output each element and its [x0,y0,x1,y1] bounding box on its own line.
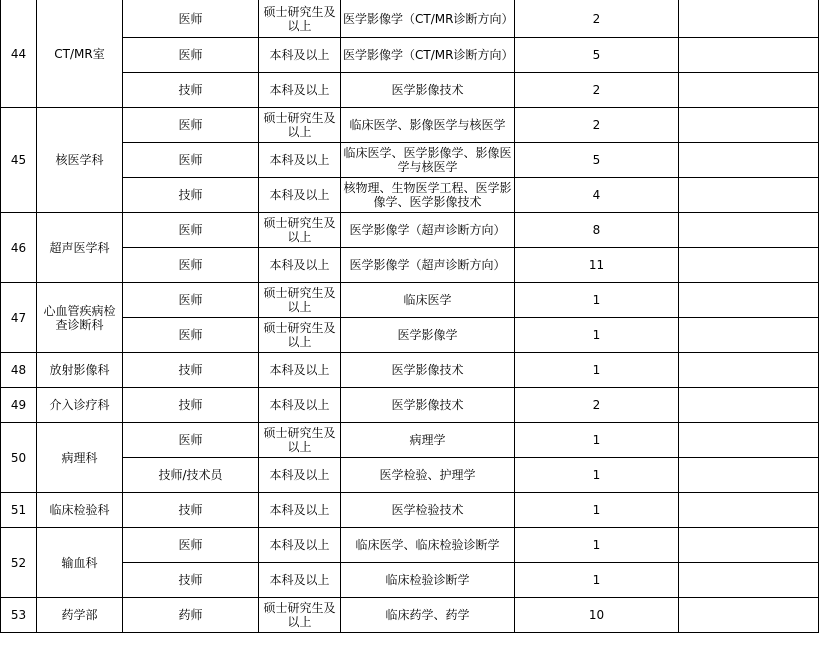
major-cell: 医学影像学（CT/MR诊断方向） [341,38,515,73]
table-row [1,0,819,38]
position-cell: 医师 [123,108,259,143]
position-cell: 技师 [123,563,259,598]
education-cell: 本科及以上 [259,563,341,598]
education-cell: 本科及以上 [259,73,341,108]
position-cell: 医师 [123,143,259,178]
major-cell: 临床医学 [341,283,515,318]
major-cell: 临床医学、临床检验诊断学 [341,528,515,563]
major-cell: 病理学 [341,423,515,458]
position-cell: 医师 [123,248,259,283]
major-cell: 核物理、生物医学工程、医学影像学、医学影像技术 [341,178,515,213]
count-cell: 5 [515,38,679,73]
row-number: 52 [1,528,37,598]
major-cell: 医学影像技术 [341,388,515,423]
note-cell [679,0,819,38]
major-cell: 医学检验、护理学 [341,458,515,493]
education-cell: 硕士研究生及以上 [259,423,341,458]
note-cell [679,493,819,528]
education-cell: 本科及以上 [259,178,341,213]
row-number: 49 [1,388,37,423]
table-row [1,493,819,528]
education-cell: 本科及以上 [259,38,341,73]
count-cell: 1 [515,423,679,458]
count-cell: 1 [515,493,679,528]
table-row [1,318,819,353]
education-cell: 本科及以上 [259,353,341,388]
count-cell: 2 [515,0,679,38]
education-cell: 硕士研究生及以上 [259,213,341,248]
position-cell: 技师 [123,73,259,108]
count-cell: 10 [515,598,679,633]
count-cell: 1 [515,563,679,598]
count-cell: 4 [515,178,679,213]
note-cell [679,213,819,248]
education-cell: 硕士研究生及以上 [259,108,341,143]
major-cell: 医学影像技术 [341,73,515,108]
row-number: 44 [1,0,37,108]
table-row [1,213,819,248]
department-cell: 药学部 [37,598,123,633]
position-cell: 医师 [123,283,259,318]
position-cell: 医师 [123,38,259,73]
note-cell [679,38,819,73]
count-cell: 2 [515,108,679,143]
count-cell: 1 [515,318,679,353]
note-cell [679,143,819,178]
major-cell: 医学影像技术 [341,353,515,388]
note-cell [679,598,819,633]
department-cell: CT/MR室 [37,0,123,108]
count-cell: 1 [515,283,679,318]
table-row [1,598,819,633]
count-cell: 11 [515,248,679,283]
education-cell: 硕士研究生及以上 [259,318,341,353]
note-cell [679,178,819,213]
table-row [1,73,819,108]
department-cell: 输血科 [37,528,123,598]
row-number: 53 [1,598,37,633]
count-cell: 1 [515,458,679,493]
table-row [1,108,819,143]
table-row [1,283,819,318]
count-cell: 2 [515,388,679,423]
position-cell: 技师 [123,388,259,423]
note-cell [679,283,819,318]
count-cell: 5 [515,143,679,178]
education-cell: 本科及以上 [259,528,341,563]
table-row [1,248,819,283]
note-cell [679,73,819,108]
note-cell [679,458,819,493]
major-cell: 医学影像学（CT/MR诊断方向） [341,0,515,38]
education-cell: 本科及以上 [259,248,341,283]
department-cell: 临床检验科 [37,493,123,528]
major-cell: 临床药学、药学 [341,598,515,633]
table-row [1,178,819,213]
position-cell: 医师 [123,213,259,248]
row-number: 47 [1,283,37,353]
count-cell: 8 [515,213,679,248]
position-cell: 药师 [123,598,259,633]
major-cell: 医学影像学（超声诊断方向） [341,248,515,283]
department-cell: 超声医学科 [37,213,123,283]
note-cell [679,353,819,388]
position-cell: 医师 [123,0,259,38]
row-number: 45 [1,108,37,213]
table-row [1,38,819,73]
position-cell: 技师 [123,353,259,388]
major-cell: 临床医学、影像医学与核医学 [341,108,515,143]
row-number: 48 [1,353,37,388]
row-number: 51 [1,493,37,528]
education-cell: 本科及以上 [259,458,341,493]
department-cell: 放射影像科 [37,353,123,388]
position-cell: 技师/技术员 [123,458,259,493]
note-cell [679,528,819,563]
table-row [1,143,819,178]
table-row [1,563,819,598]
major-cell: 临床医学、医学影像学、影像医学与核医学 [341,143,515,178]
table-row [1,353,819,388]
department-cell: 核医学科 [37,108,123,213]
education-cell: 硕士研究生及以上 [259,0,341,38]
position-cell: 技师 [123,493,259,528]
table-row [1,388,819,423]
position-cell: 医师 [123,318,259,353]
note-cell [679,423,819,458]
major-cell: 临床检验诊断学 [341,563,515,598]
count-cell: 1 [515,353,679,388]
position-cell: 医师 [123,423,259,458]
major-cell: 医学影像学（超声诊断方向） [341,213,515,248]
major-cell: 医学影像学 [341,318,515,353]
count-cell: 1 [515,528,679,563]
table-row [1,458,819,493]
note-cell [679,318,819,353]
department-cell: 病理科 [37,423,123,493]
table-row [1,423,819,458]
table-row [1,528,819,563]
note-cell [679,108,819,143]
note-cell [679,563,819,598]
position-cell: 医师 [123,528,259,563]
note-cell [679,388,819,423]
row-number: 46 [1,213,37,283]
position-cell: 技师 [123,178,259,213]
row-number: 50 [1,423,37,493]
department-cell: 心血管疾病检查诊断科 [37,283,123,353]
note-cell [679,248,819,283]
major-cell: 医学检验技术 [341,493,515,528]
education-cell: 本科及以上 [259,388,341,423]
count-cell: 2 [515,73,679,108]
education-cell: 硕士研究生及以上 [259,283,341,318]
department-cell: 介入诊疗科 [37,388,123,423]
education-cell: 本科及以上 [259,493,341,528]
education-cell: 本科及以上 [259,143,341,178]
education-cell: 硕士研究生及以上 [259,598,341,633]
